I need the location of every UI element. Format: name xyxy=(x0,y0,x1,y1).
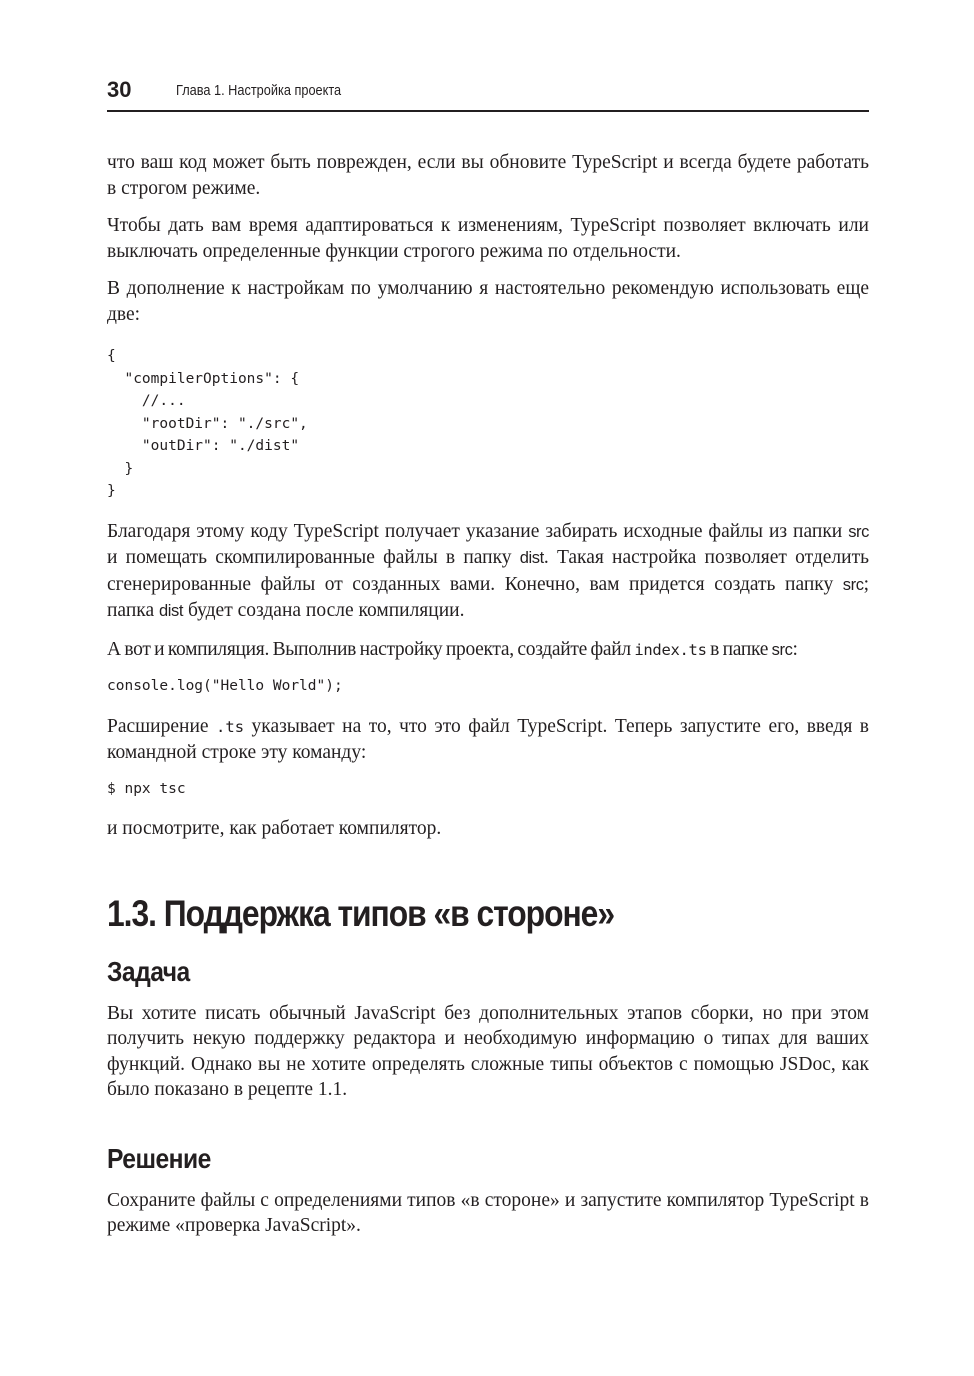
paragraph: Сохраните файлы с определениями типов «в стороне» и запустите компилятор TypeScript в режиме «проверка JavaScript». xyxy=(107,1189,869,1236)
page-number: 30 xyxy=(107,77,132,102)
text-run: и помещать скомпилированные файлы в папку xyxy=(107,547,520,568)
paragraph: Вы хотите писать обычный JavaScript без дополнительных этапов сборки, но при этом получить некую поддержку редактора и необходимую информацию о типах для ваших функций. Однако вы не хотите определять сложные типы объектов с помощью JSDoc, как было показано в рецепте 1.1. xyxy=(107,1002,869,1100)
subheading-problem: Задача xyxy=(107,955,190,987)
text-run: в папке xyxy=(706,638,772,660)
text-run: указывает на то, что это файл TypeScript. Теперь запустите его, введя в командной строке эту команду: xyxy=(107,715,869,763)
text-run: будет создана после компиляции. xyxy=(183,600,465,621)
text-run: Благодаря этому коду TypeScript получает указание забирать исходные файлы из папки xyxy=(107,520,849,542)
paragraph: и посмотрите, как работает компилятор. xyxy=(107,818,442,839)
paragraph xyxy=(107,519,869,625)
paragraph xyxy=(107,637,869,664)
code-block-config: { "compilerOptions": { //... "rootDir": "./src", "outDir": "./dist" } } xyxy=(107,348,308,499)
section-heading: 1.3. Поддержка типов «в стороне» xyxy=(107,892,615,934)
paragraph: Чтобы дать вам время адаптироваться к изменениям, TypeScript позволяет включать или выключать определенные функции строгого режима по отдельности. xyxy=(107,215,869,262)
paragraph: что ваш код может быть поврежден, если вы обновите TypeScript и всегда будете работать в строгом режиме. xyxy=(107,152,869,199)
text-run: . Такая настройка позволяет отделить сгенерированные файлы от созданных вами. Конечно, вам придется создать папку xyxy=(107,547,870,595)
text-run: : xyxy=(792,638,798,660)
code-block-command: $ npx tsc xyxy=(107,780,186,797)
code-block-hello: console.log("Hello World"); xyxy=(107,678,343,694)
text-run: А вот и компиляция. Выполнив настройку проекта, создайте файл xyxy=(107,638,635,660)
folder-name: src xyxy=(771,640,793,659)
folder-name: dist xyxy=(519,549,544,567)
subheading-solution: Решение xyxy=(107,1142,211,1174)
file-name: index.ts xyxy=(634,640,707,659)
paragraph: В дополнение к настройкам по умолчанию я настоятельно рекомендую использовать еще две: xyxy=(107,278,869,325)
page-content xyxy=(107,150,869,1251)
paragraph xyxy=(107,714,869,766)
chapter-title: Глава 1. Настройка проекта xyxy=(176,82,342,99)
folder-name: src xyxy=(848,522,869,541)
text-run: ; папка xyxy=(107,573,869,621)
folder-name: dist xyxy=(158,602,184,620)
extension-name: .ts xyxy=(216,717,245,736)
text-run: Расширение xyxy=(107,715,217,737)
running-header xyxy=(107,76,869,112)
folder-name: src xyxy=(842,575,864,594)
